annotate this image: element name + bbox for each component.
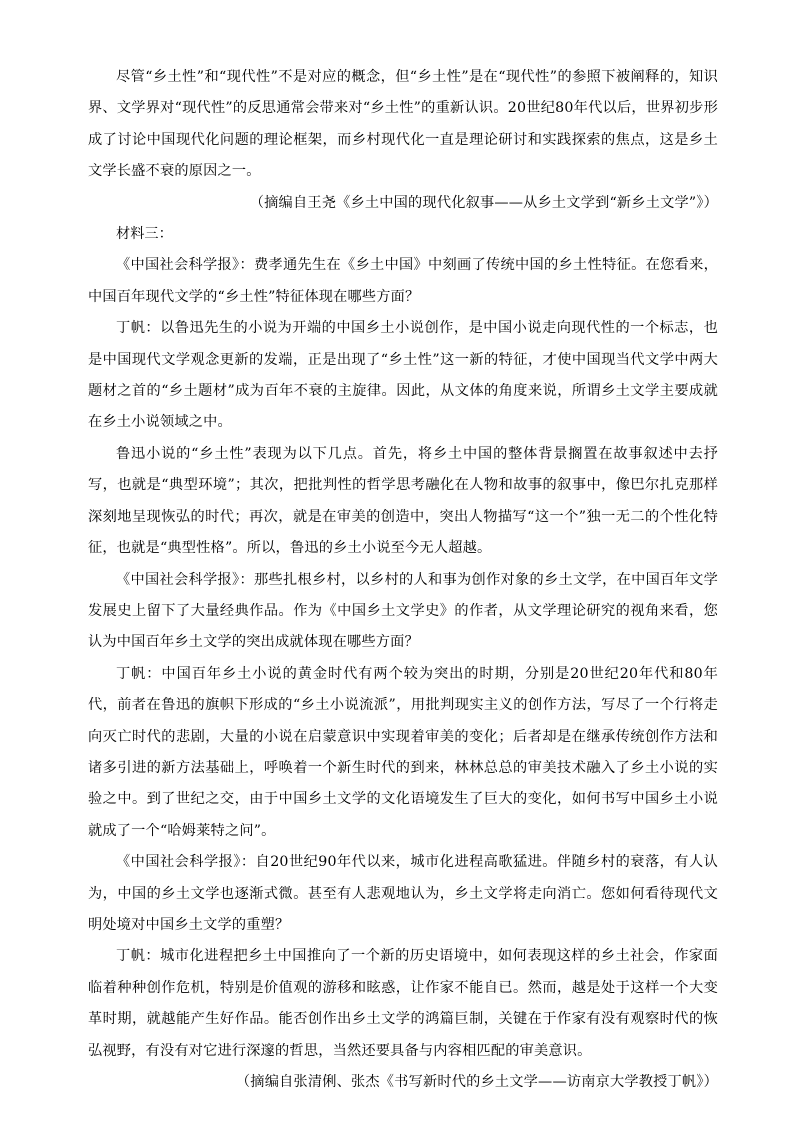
material-label: 材料三： — [116, 226, 173, 243]
paragraph-answer-2: 丁帆：中国百年乡土小说的黄金时代有两个较为突出的时期，分别是20世纪20年代和80年代，前者在鲁迅的旗帜下形成的“乡土小说流派”，用批判现实主义的创作方法，写尽了一个行将走向灭亡时代的悲剧，大量的小说在启蒙意识中实现着审美的变化；后者却是在继承传统创作方法和诸多引进的新方法基础上，呼唤着一个新生时代的到来，林林总总的审美技术融入了乡土小说的实验之中。到了世纪之交，由于中国乡土文学的文化语境发生了巨大的变化，如何书写中国乡土小说就成了一个“哈姆莱特之问”。 — [88, 665, 718, 839]
source-citation-1: （摘编自王尧《乡土中国的现代化叙事——从乡土文学到“新乡土文学”》） — [249, 194, 718, 211]
paragraph-answer-1b: 鲁迅小说的“乡土性”表现为以下几点。首先，将乡土中国的整体背景搁置在故事叙述中去抒写，也就是“典型环境”；其次，把批判性的哲学思考融化在人物和故事的叙事中，像巴尔扎克那样深刻地呈现恢弘的时代；再次，就是在审美的创造中，突出人物描写“这一个”独一无二的个性化特征，也就是“典型性格”。所以，鲁迅的乡土小说至今无人超越。 — [88, 445, 718, 557]
paragraph-question-2: 《中国社会科学报》：那些扎根乡村，以乡村的人和事为创作对象的乡土文学，在中国百年文学发展史上留下了大量经典作品。作为《中国乡土文学史》的作者，从文学理论研究的视角来看，您认为中国百年乡土文学的突出成就体现在哪些方面？ — [88, 571, 718, 651]
paragraph-answer-1: 丁帆：以鲁迅先生的小说为开端的中国乡土小说创作，是中国小说走向现代性的一个标志，也是中国现代文学观念更新的发端，正是出现了“乡土性”这一新的特征，才使中国现当代文学中两大题材之首的“乡土题材”成为百年不衰的主旋律。因此，从文体的角度来说，所谓乡土文学主要成就在乡土小说领域之中。 — [88, 320, 718, 431]
source-citation-2: （摘编自张清俐、张杰《书写新时代的乡土文学——访南京大学教授丁帆》） — [235, 1074, 718, 1090]
paragraph-answer-3: 丁帆：城市化进程把乡土中国推向了一个新的历史语境中，如何表现这样的乡土社会，作家面临着种种创作危机，特别是价值观的游移和眩惑，让作家不能自已。然而，越是处于这样一个大变革时期，就越能产生好作品。能否创作出乡土文学的鸿篇巨制，关键在于作家有没有观察时代的恢弘视野，有没有对它进行深邃的哲思，当然还要具备与内容相匹配的审美意识。 — [88, 948, 718, 1059]
paragraph-intro: 尽管“乡土性”和“现代性”不是对应的概念，但“乡土性”是在“现代性”的参照下被阐释的，知识界、文学界对“现代性”的反思通常会带来对“乡土性”的重新认识。20世纪80年代以后，世界初步形成了讨论中国现代化问题的理论框架，而乡村现代化一直是理论研讨和实践探索的焦点，这是乡土文学长盛不衰的原因之一。 — [88, 69, 718, 180]
paragraph-question-3: 《中国社会科学报》：自20世纪90年代以来，城市化进程高歌猛进。伴随乡村的衰落，有人认为，中国的乡土文学也逐渐式微。甚至有人悲观地认为，乡土文学将走向消亡。您如何看待现代文明处境对中国乡土文学的重塑？ — [88, 854, 718, 933]
paragraph-question-1: 《中国社会科学报》：费孝通先生在《乡土中国》中刻画了传统中国的乡土性特征。在您看来，中国百年现代文学的“乡土性”特征体现在哪些方面？ — [88, 257, 718, 305]
document-page — [88, 62, 718, 1098]
